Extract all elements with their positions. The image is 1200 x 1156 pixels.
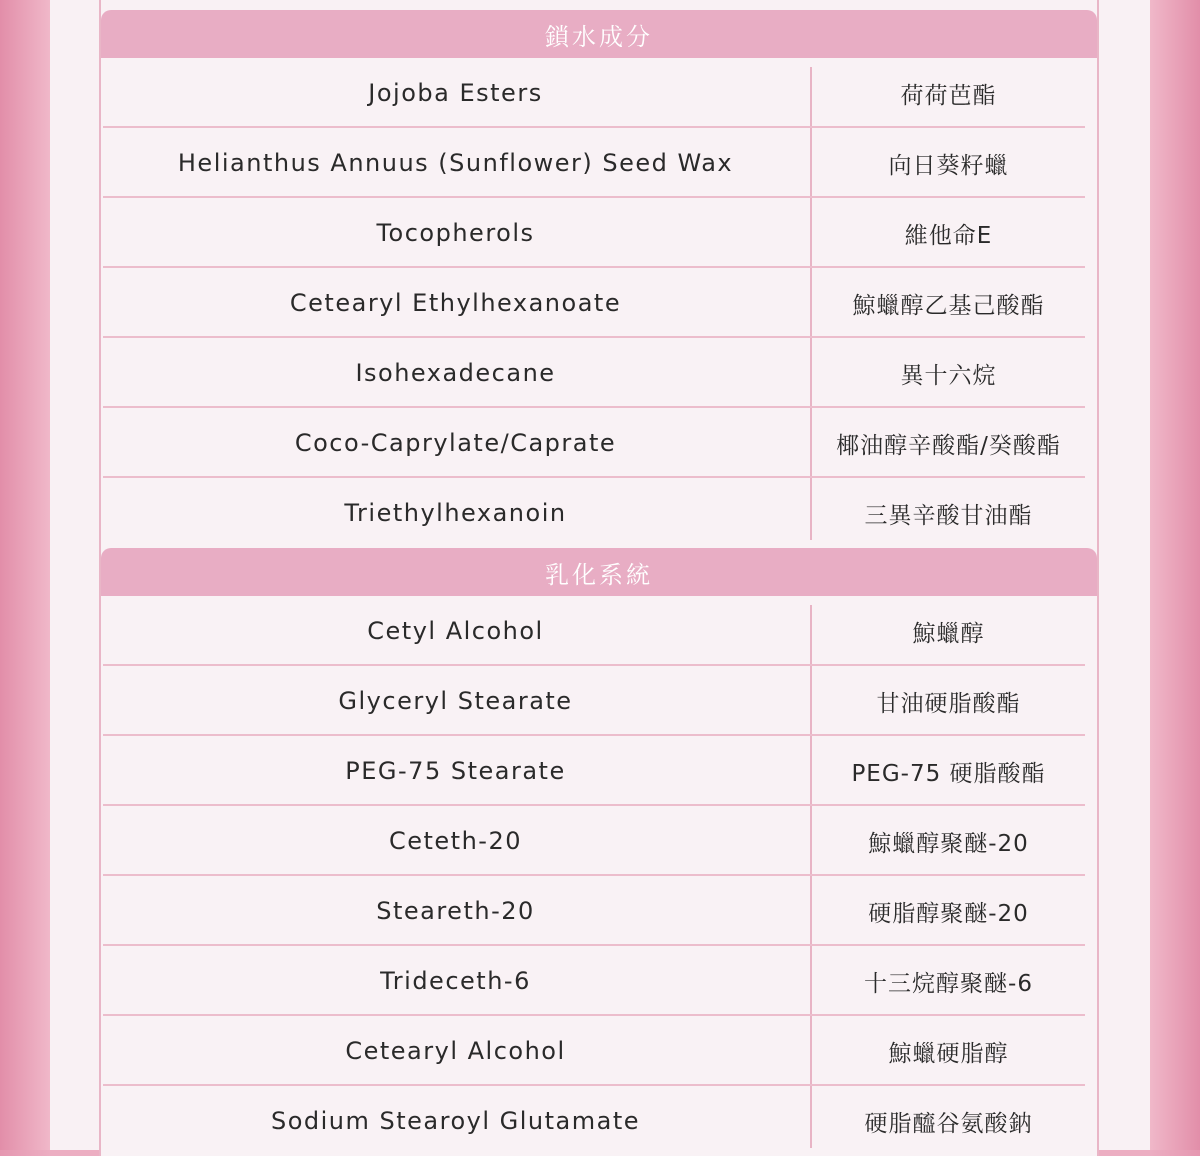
ingredient-name-zh: 十三烷醇聚醚-6: [864, 970, 1033, 997]
ingredient-name-en: Helianthus Annuus (Sunflower) Seed Wax: [177, 149, 734, 177]
ingredient-list: [101, 58, 1097, 548]
ingredient-name-en: Triethylhexanoin: [344, 499, 567, 527]
ingredient-name-en: Jojoba Esters: [368, 79, 543, 107]
ingredient-row: [101, 666, 1097, 736]
ingredient-name-zh: 椰油醇辛酸酯/癸酸酯: [836, 432, 1061, 459]
section-header: [101, 548, 1097, 596]
left-decorative-border: [0, 0, 50, 1150]
ingredient-name-zh: 荷荷芭酯: [900, 82, 997, 109]
ingredient-name-zh: 硬脂醯谷氨酸鈉: [864, 1110, 1033, 1137]
ingredient-row: [101, 128, 1097, 198]
ingredient-page: [50, 0, 1150, 1150]
ingredient-name-zh: 鯨蠟醇: [912, 620, 985, 647]
ingredient-name-zh: 甘油硬脂酸酯: [876, 690, 1021, 717]
ingredient-row: [101, 596, 1097, 666]
ingredient-name-zh: 維他命E: [904, 222, 993, 249]
ingredient-name-zh: 鯨蠟硬脂醇: [888, 1040, 1009, 1067]
ingredient-row: [101, 1086, 1097, 1156]
ingredient-row: [101, 408, 1097, 478]
ingredient-row: [101, 806, 1097, 876]
ingredient-row: [101, 876, 1097, 946]
ingredient-name-en: PEG-75 Stearate: [345, 757, 566, 785]
ingredient-row: [101, 946, 1097, 1016]
ingredient-name-en: Cetearyl Alcohol: [345, 1037, 566, 1065]
ingredient-name-zh: PEG-75 硬脂酸酯: [851, 760, 1046, 787]
ingredient-section-emulsifier: [99, 548, 1099, 1156]
ingredient-row: [101, 198, 1097, 268]
ingredient-name-en: Sodium Stearoyl Glutamate: [270, 1107, 641, 1135]
ingredient-name-zh: 鯨蠟醇乙基己酸酯: [852, 292, 1045, 319]
ingredient-name-en: Ceteth-20: [388, 827, 523, 855]
section-header: [101, 10, 1097, 58]
ingredient-name-en: Isohexadecane: [355, 359, 556, 387]
ingredient-section-moisture-lock: [99, 10, 1099, 548]
table-top-continuation: [99, 0, 1099, 10]
ingredient-name-en: Steareth-20: [376, 897, 535, 925]
ingredient-name-zh: 鯨蠟醇聚醚-20: [868, 830, 1029, 857]
ingredient-name-zh: 異十六烷: [900, 362, 997, 389]
ingredient-name-en: Coco-Caprylate/Caprate: [294, 429, 617, 457]
ingredient-row: [101, 338, 1097, 408]
ingredient-row: [101, 268, 1097, 338]
ingredient-row: [101, 736, 1097, 806]
ingredient-name-en: Tocopherols: [376, 219, 535, 247]
right-decorative-border: [1150, 0, 1200, 1150]
ingredient-name-zh: 向日葵籽蠟: [888, 152, 1009, 179]
section-title: 鎖水成分: [545, 22, 653, 51]
ingredient-name-zh: 三異辛酸甘油酯: [864, 502, 1033, 529]
ingredient-name-zh: 硬脂醇聚醚-20: [868, 900, 1029, 927]
ingredient-name-en: Trideceth-6: [380, 967, 531, 995]
section-title: 乳化系統: [545, 560, 653, 589]
ingredient-row: [101, 1016, 1097, 1086]
ingredient-row: [101, 478, 1097, 548]
ingredient-name-en: Cetearyl Ethylhexanoate: [289, 289, 622, 317]
ingredient-name-en: Cetyl Alcohol: [367, 617, 544, 645]
ingredient-row: [101, 58, 1097, 128]
ingredient-name-en: Glyceryl Stearate: [338, 687, 573, 715]
ingredient-list: [101, 596, 1097, 1156]
